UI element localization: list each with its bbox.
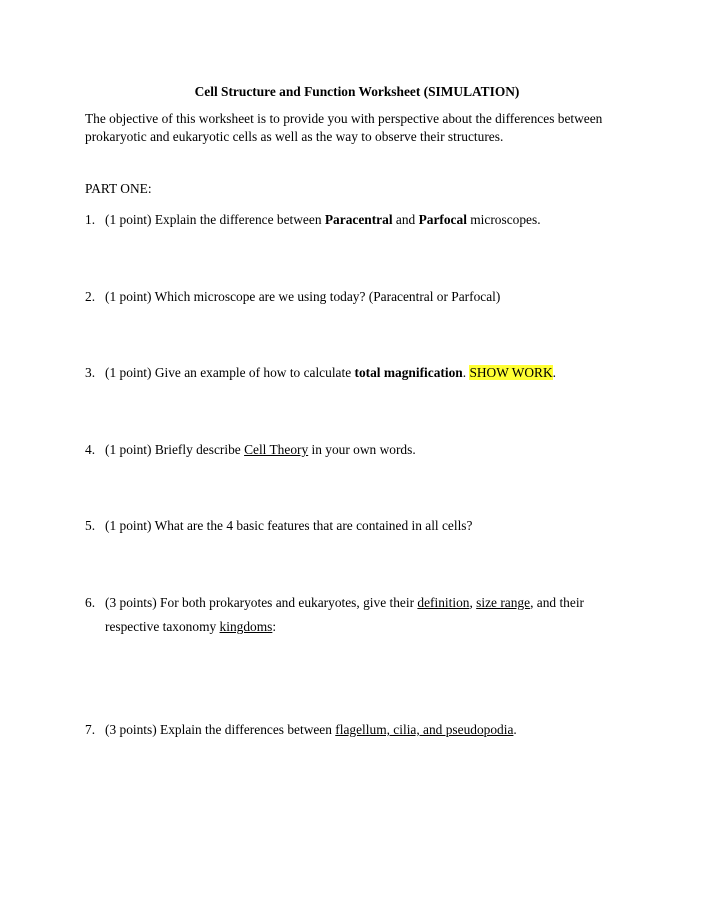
question-text xyxy=(105,285,645,309)
text-span: (3 points) For both prokaryotes and eukaryotes, give their xyxy=(105,595,418,610)
text-span: : xyxy=(272,619,277,634)
worksheet-title: Cell Structure and Function Worksheet (SIMULATION) xyxy=(194,84,520,99)
question-number: 5. xyxy=(85,518,96,533)
question-text xyxy=(105,438,645,462)
question-2 xyxy=(85,285,645,309)
text-span: respective taxonomy xyxy=(105,619,220,634)
text-span: (3 points) Explain the differences between xyxy=(105,722,336,737)
term-total-magnification: total magnification xyxy=(354,365,463,380)
question-number: 3. xyxy=(85,365,96,380)
question-text xyxy=(105,718,645,742)
objective-line-2: prokaryotic and eukaryotic cells as well as the way to observe their structures. xyxy=(85,128,504,144)
question-text xyxy=(105,208,645,232)
question-number: 1. xyxy=(85,212,96,227)
part-one-heading: PART ONE: xyxy=(85,181,152,196)
question-text xyxy=(105,591,645,639)
text-span: (1 point) Which microscope are we using today? (Paracentral or Parfocal) xyxy=(105,289,501,304)
text-span: (1 point) Explain the difference between xyxy=(105,212,325,227)
text-span: (1 point) What are the 4 basic features that are contained in all cells? xyxy=(105,518,473,533)
question-3 xyxy=(85,361,645,385)
show-work-highlight: SHOW WORK xyxy=(469,365,553,380)
question-number: 2. xyxy=(85,289,96,304)
text-span: . xyxy=(462,365,470,380)
question-1 xyxy=(85,208,645,232)
term-definition: definition xyxy=(417,595,470,610)
term-size-range: size range xyxy=(476,595,531,610)
term-paracentral: Paracentral xyxy=(324,212,393,227)
question-number: 4. xyxy=(85,442,96,457)
text-span: and xyxy=(392,212,419,227)
text-span: in your own words. xyxy=(308,442,416,457)
question-7 xyxy=(85,718,645,742)
question-text xyxy=(105,361,645,385)
term-flagellum-cilia-pseudopodia: flagellum, cilia, and pseudopodia xyxy=(335,722,514,737)
text-span: , xyxy=(469,595,477,610)
objective-line-1: The objective of this worksheet is to provide you with perspective about the differences between xyxy=(85,111,603,126)
question-text xyxy=(105,514,645,538)
term-parfocal: Parfocal xyxy=(418,212,467,227)
text-span: . xyxy=(513,722,517,737)
question-5 xyxy=(85,514,645,538)
term-kingdoms: kingdoms xyxy=(219,619,273,634)
objective-paragraph xyxy=(85,110,645,145)
text-span: (1 point) Give an example of how to calculate xyxy=(105,365,355,380)
text-span: , and their xyxy=(530,595,584,610)
question-4 xyxy=(85,438,645,462)
text-span: (1 point) Briefly describe xyxy=(105,442,245,457)
question-6 xyxy=(85,591,645,639)
term-cell-theory: Cell Theory xyxy=(244,442,309,457)
question-number: 7. xyxy=(85,722,96,737)
text-span: . xyxy=(552,365,556,380)
question-number: 6. xyxy=(85,595,96,610)
text-span: microscopes. xyxy=(466,212,541,227)
